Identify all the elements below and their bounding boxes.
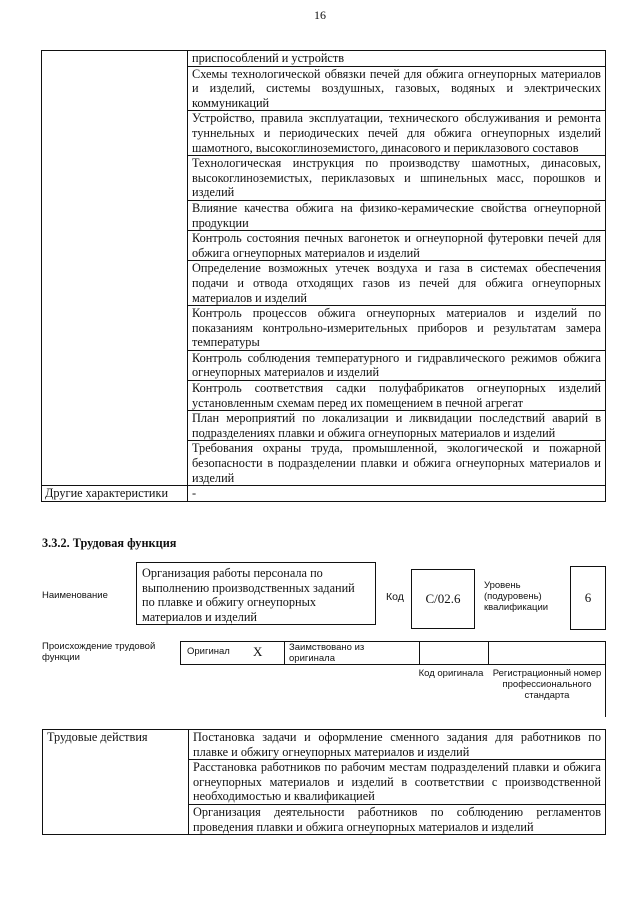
row-label-cell [42,200,188,230]
table-row [42,111,606,156]
table-cell: Организация деятельности работников по соблюдению регламентов проведения плавки и обжига огнеупорных материалов и изделий [189,804,606,834]
labor-actions-label: Трудовые действия [43,730,189,760]
table-row [42,486,606,502]
other-characteristics-label: Другие характеристики [42,486,188,502]
table-row [42,306,606,351]
function-name-box: Организация работы персонала по выполнению производственных заданий по плавке и обжигу огнеупорных материалов и изделий [136,562,376,625]
row-label-cell [42,66,188,111]
table-cell: Контроль соблюдения температурного и гидравлического режимов обжига огнеупорных материалов и изделий [188,350,606,380]
table-row [42,231,606,261]
table-cell: Контроль процессов обжига огнеупорных материалов и изделий по показаниям контрольно-измерительных приборов и результатам замера температуры [188,306,606,351]
table-cell: Контроль соответствия садки полуфабрикатов огнеупорных изделий установленным схемам перед их помещением в печной агрегат [188,381,606,411]
qualification-level-box: 6 [570,566,606,630]
table-row [42,200,606,230]
borrowed-cell [285,642,601,664]
table-row [42,350,606,380]
borrowed-label: Заимствовано из оригинала [289,642,365,664]
row-label-cell [42,156,188,201]
table-cell: Расстановка работников по рабочим местам подразделений плавки и обжига огнеупорных материалов и изделий в соответствии с производственной необходимостью и квалификацией [189,760,606,805]
other-characteristics-value: - [188,486,606,502]
code-label: Код [386,591,404,603]
table-row [42,441,606,486]
row-label-cell [42,441,188,486]
table-row [43,730,606,760]
cell-divider [488,642,489,664]
row-label-cell [42,261,188,306]
table-cell: Требования охраны труда, промышленной, экологической и пожарной безопасности в подразделении плавки и обжига огнеупорных материалов и изделий [188,441,606,486]
table-cell: Схемы технологической обвязки печей для обжига огнеупорных материалов и изделий, системы воздушных, газовых, водяных и электрических коммуникаций [188,66,606,111]
row-label-cell [42,350,188,380]
row-label-cell [42,231,188,261]
origin-row [180,641,606,665]
table-row [42,411,606,441]
row-label-cell [43,804,189,834]
table-cell: Влияние качества обжига на физико-керамические свойства огнеупорной продукции [188,200,606,230]
table-cell: приспособлений и устройств [188,51,606,67]
registration-number-label: Регистрационный номер профессионального стандарта [492,668,602,701]
table-cell: Технологическая инструкция по производству шамотных, динасовых, высокоглиноземистых, периклазовых и шпинельных масс, порошков и изделий [188,156,606,201]
table-cell: План мероприятий по локализации и ликвидации последствий аварий в подразделениях плавки и обжига огнеупорных материалов и изделий [188,411,606,441]
knowledge-table [41,50,606,502]
table-row [43,760,606,805]
table-cell: Контроль состояния печных вагонеток и огнеупорной футеровки печей для обжига огнеупорных материалов и изделий [188,231,606,261]
original-mark: X [253,644,263,659]
original-cell [181,642,285,664]
row-label-cell [42,411,188,441]
cell-divider [419,642,420,664]
row-label-cell [42,111,188,156]
row-label-cell [42,381,188,411]
table-row [42,261,606,306]
table-cell: Постановка задачи и оформление сменного задания для работников по плавке и обжигу огнеупорных материалов и изделий [189,730,606,760]
cell-divider [605,665,606,717]
page-number: 16 [314,8,326,22]
row-label-cell [42,306,188,351]
table-row [42,381,606,411]
row-label-cell [43,760,189,805]
name-label: Наименование [42,590,108,601]
row-label-cell [42,51,188,67]
original-code-label: Код оригинала [418,668,484,679]
table-cell: Устройство, правила эксплуатации, технического обслуживания и ремонта туннельных и периодических печей для обжига огнеупорных изделий шамотного, высокоглиноземистого, динасового и периклазового составов [188,111,606,156]
origin-label: Происхождение трудовой функции [42,641,156,663]
table-row [42,66,606,111]
original-label: Оригинал [187,646,230,657]
labor-actions-table [42,729,606,835]
table-cell: Определение возможных утечек воздуха и газа в системах обеспечения подачи и отвода отходящих газов из печей для обжига огнеупорных материалов и изделий [188,261,606,306]
level-label: Уровень (подуровень) квалификации [484,580,549,613]
table-row [42,51,606,67]
function-code-box: С/02.6 [411,569,475,629]
section-title: 3.3.2. Трудовая функция [42,536,177,550]
table-row [42,156,606,201]
table-row [43,804,606,834]
